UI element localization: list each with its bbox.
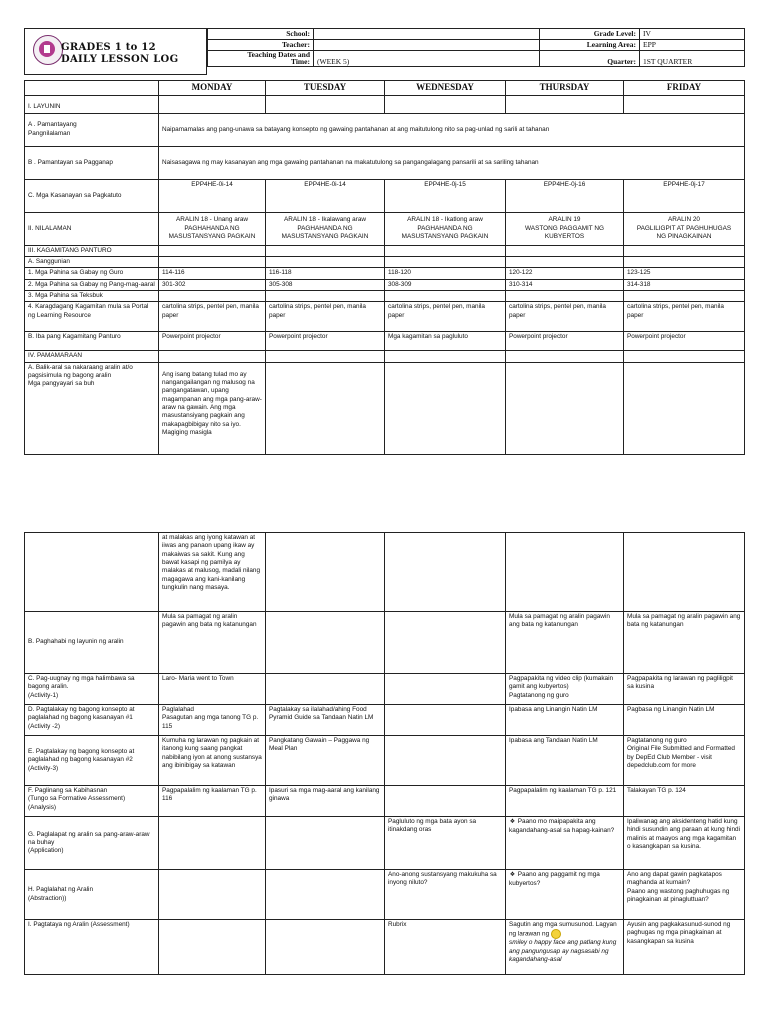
gabay-guro-friday: 123-125 [624, 268, 745, 279]
day-thursday: THURSDAY [506, 81, 624, 96]
day-friday: FRIDAY [624, 81, 745, 96]
pag-uugnay-label: C. Pag-uugnay ng mga halimbawa sa bagong aralin. (Activity-1) [25, 674, 159, 705]
paglalahat-thursday: ❖ Paano ang paggamit ng mga kubyertos? [506, 870, 624, 920]
gabay-guro-wednesday: 118-120 [385, 268, 506, 279]
iba-pang-kagamitan-monday: Powerpoint projector [159, 332, 266, 351]
pagtalakay-1-tuesday: Pagtalakay sa ilalahad/ahing Food Pyramid Guide sa Tandaan Natin LM [266, 705, 385, 736]
paglinang-tuesday: Ipasuri sa mga mag-aaral ang kanilang ginawa [266, 786, 385, 817]
pagtataya-wednesday: Rubrix [385, 920, 506, 975]
learning-resource-wednesday: cartolina strips, pentel pen, manila paper [385, 302, 506, 332]
paglinang-thursday: Pagpapalalim ng kaalaman TG p. 121 [506, 786, 624, 817]
pag-uugnay-monday: Laro- Maria went to Town [159, 674, 266, 705]
balik-aral-label: A. Balik-aral sa nakaraang aralin at/o pagsisimula ng bagong aralin Mga pangyayari sa buh [25, 362, 159, 454]
gabay-mag-aaral-label: 2. Mga Pahina sa Gabay ng Pang-mag-aaral [25, 279, 159, 290]
grade-level-label: Grade Level: [540, 29, 640, 40]
day-tuesday: TUESDAY [266, 81, 385, 96]
logo-title-line2: DAILY LESSON LOG [61, 54, 179, 65]
school-label: School: [208, 29, 314, 40]
pagtalakay-1-friday: Pagbasa ng Linangin Natin LM [624, 705, 745, 736]
gabay-mag-aaral-wednesday: 308-309 [385, 279, 506, 290]
kasanayan-friday: EPP4HE-0j-17 [624, 179, 745, 212]
paghahabi-friday: Mula sa pamagat ng aralin pagawin ang bata ng katanungan [624, 612, 745, 674]
dates-label: Teaching Dates and Time: [208, 50, 314, 67]
paglalapat-label: G. Paglalapat ng aralin sa pang-araw-araw na buhay (Application) [25, 817, 159, 870]
gabay-guro-monday: 114-116 [159, 268, 266, 279]
paglalapat-wednesday: Pagluluto ng mga bata ayon sa itinakdang oras [385, 817, 506, 870]
pamantayan-sa-pagganap-label: B . Pamantayan sa Pagganap [25, 146, 159, 179]
header-info-table [207, 28, 745, 67]
balik-aral-monday: Ang isang batang tulad mo ay nangangailangan ng malusog na pangangatawan, upang magampanan ang mga pang-araw-araw na gawain. Ang mga masustansiyang pagkain ang makapagbibigay nito sa iyo. Magiging masigla [159, 362, 266, 454]
logo-title-line1: GRADES 1 to 12 [61, 42, 156, 53]
pagtalakay-1-label: D. Pagtalakay ng bagong konsepto at paglalahad ng bagong kasanayan #1 (Activity -2) [25, 705, 159, 736]
learning-area-label: Learning Area: [540, 39, 640, 50]
learning-resource-friday: cartolina strips, pentel pen, manila paper [624, 302, 745, 332]
lesson-table-part1 [24, 80, 745, 455]
quarter-label: Quarter: [540, 50, 640, 67]
section-kagamitang-panturo: III. KAGAMITANG PANTURO [25, 245, 159, 256]
nilalaman-tuesday: ARALIN 18 - Ikalawang araw PAGHAHANDA NG MASUSTANSYANG PAGKAIN [266, 212, 385, 245]
teacher-value [314, 39, 540, 50]
gabay-guro-thursday: 120-122 [506, 268, 624, 279]
pagtalakay-1-monday: Paglalahad Pasagutan ang mga tanong TG p. 115 [159, 705, 266, 736]
learning-resource-monday: cartolina strips, pentel pen, manila paper [159, 302, 266, 332]
iba-pang-kagamitan-thursday: Powerpoint projector [506, 332, 624, 351]
pagtalakay-2-thursday: Ipabasa ang Tandaan Natin LM [506, 736, 624, 786]
gabay-guro-tuesday: 116-118 [266, 268, 385, 279]
gabay-mag-aaral-thursday: 310-314 [506, 279, 624, 290]
paglinang-label: F. Paglinang sa Kabihasnan (Tungo sa Formative Assessment) (Analysis) [25, 786, 159, 817]
nilalaman-thursday: ARALIN 19 WASTONG PAGGAMIT NG KUBYERTOS [506, 212, 624, 245]
smiley-face-icon [551, 929, 561, 939]
kasanayan-wednesday: EPP4HE-0j-15 [385, 179, 506, 212]
pamantayang-pangnilalaman-label: A . Pamantayang Pangnilalaman [25, 113, 159, 146]
day-wednesday: WEDNESDAY [385, 81, 506, 96]
iba-pang-kagamitan-label: B. Iba pang Kagamitang Panturo [25, 332, 159, 351]
pagtalakay-2-tuesday: Pangkatang Gawain – Paggawa ng Meal Plan [266, 736, 385, 786]
nilalaman-label: II. NILALAMAN [25, 212, 159, 245]
paglalahat-label: H. Paglalahat ng Aralin (Abstraction)) [25, 870, 159, 920]
gabay-mag-aaral-friday: 314-318 [624, 279, 745, 290]
school-value [314, 29, 540, 40]
pamantayan-sa-pagganap-text: Naisasagawa ng may kasanayan ang mga gawaing pantahanan na makatutulong sa pangangalagang pansarili at sa sariling tahanan [159, 146, 745, 179]
iba-pang-kagamitan-wednesday: Mga kagamitan sa pagluluto [385, 332, 506, 351]
learning-area-value: EPP [640, 39, 745, 50]
log-header [24, 28, 744, 76]
kasanayan-label: C. Mga Kasanayan sa Pagkatuto [25, 179, 159, 212]
teksbuk-label: 3. Mga Pahina sa Teksbuk [25, 291, 159, 302]
logo-box [24, 28, 207, 75]
kasanayan-thursday: EPP4HE-0j-16 [506, 179, 624, 212]
bullet-icon: ❖ [509, 872, 516, 878]
paghahabi-label: B. Paghahabi ng layunin ng aralin [25, 612, 159, 674]
paghahabi-thursday: Mula sa pamagat ng aralin pagawin ang bata ng katanungan [506, 612, 624, 674]
paglalapat-thursday: ❖ Paano mo maipapakita ang kagandahang-asal sa hapag-kainan? [506, 817, 624, 870]
pagtalakay-2-monday: Kumuha ng larawan ng pagkain at itanong kung saang pangkat nabibilang iyon at anong sustansya ang ibinibigay sa katawan [159, 736, 266, 786]
kasanayan-monday: EPP4HE-0i-14 [159, 179, 266, 212]
learning-resource-thursday: cartolina strips, pentel pen, manila paper [506, 302, 624, 332]
paglalapat-friday: Ipaliwanag ang aksidenteng hatid kung hindi susundin ang paraan at kung hindi malinis at maayos ang mga kagamitan o kasangkapan sa kusina. [624, 817, 745, 870]
teacher-label: Teacher: [208, 39, 314, 50]
iba-pang-kagamitan-tuesday: Powerpoint projector [266, 332, 385, 351]
pagtalakay-2-label: E. Pagtalakay ng bagong konsepto at paglalahad ng bagong kasanayan #2 (Activity-3) [25, 736, 159, 786]
nilalaman-monday: ARALIN 18 - Unang araw PAGHAHANDA NG MASUSTANSYANG PAGKAIN [159, 212, 266, 245]
deped-seal-icon [33, 35, 63, 65]
lesson-table-part2 [24, 532, 745, 975]
quarter-value: 1ST QUARTER [640, 50, 745, 67]
nilalaman-friday: ARALIN 20 PAGLILIGPIT AT PAGHUHUGAS NG PINAGKAINAN [624, 212, 745, 245]
pamantayang-pangnilalaman-text: Naipamamalas ang pang-unawa sa batayang konsepto ng gawaing pantahanan at ang maitutulong nito sa pag-unlad ng sarili at tahanan [159, 113, 745, 146]
section-pamamaraan: IV. PAMAMARAAN [25, 351, 159, 362]
paghahabi-monday: Mula sa pamagat ng aralin pagawin ang bata ng katanungan [159, 612, 266, 674]
learning-resource-tuesday: cartolina strips, pentel pen, manila paper [266, 302, 385, 332]
gabay-mag-aaral-tuesday: 305-308 [266, 279, 385, 290]
paglalahat-wednesday: Ano-anong sustansyang makukuha sa inyong niluto? [385, 870, 506, 920]
day-monday: MONDAY [159, 81, 266, 96]
kasanayan-tuesday: EPP4HE-0i-14 [266, 179, 385, 212]
iba-pang-kagamitan-friday: Powerpoint projector [624, 332, 745, 351]
grade-level-value: IV [640, 29, 745, 40]
pagtataya-label: I. Pagtataya ng Aralin (Assessment) [25, 920, 159, 975]
gabay-guro-label: 1. Mga Pahina sa Gabay ng Guro [25, 268, 159, 279]
section-layunin: I. LAYUNIN [25, 95, 159, 113]
paglalahat-friday: Ano ang dapat gawin pagkatapos maghanda at kumain? Paano ang wastong paghuhugas ng pinagkainan at pinagluttuan? [624, 870, 745, 920]
nilalaman-wednesday: ARALIN 18 - Ikatlong araw PAGHAHANDA NG MASUSTANSYANG PAGKAIN [385, 212, 506, 245]
bullet-icon: ❖ [509, 819, 516, 825]
sanggunian-label: A. Sanggunian [25, 257, 159, 268]
pagtalakay-2-friday: Pagtatanong ng guro Original File Submitted and Formatted by DepEd Club Member - visit depedclub.com for more [624, 736, 745, 786]
gabay-mag-aaral-monday: 301-302 [159, 279, 266, 290]
pagtataya-friday: Ayusin ang pagkakasunud-sunod ng paghugas ng mga pinagkainan at kasangkapan sa kusina [624, 920, 745, 975]
paglinang-friday: Talakayan TG p. 124 [624, 786, 745, 817]
pag-uugnay-thursday: Pagpapakita ng video clip (kumakain gamit ang kubyertos) Pagtatanong ng guro [506, 674, 624, 705]
learning-resource-label: 4. Karagdagang Kagamitan mula sa Portal ng Learning Resource [25, 302, 159, 332]
pagtataya-thursday: Sagutin ang mga sumusunod. Lagyan ng larawan ng smiley o happy face ang patlang kung ang pangungusap ay nagsasabi ng kagandahang-asal [506, 920, 624, 975]
pagtalakay-1-thursday: Ipabasa ang Linangin Natin LM [506, 705, 624, 736]
balik-aral-monday-continued: at malakas ang iyong katawan at iiwas ang panaon upang ikaw ay makaiwas sa sakit. Kung ang bawat kasapi ng pamilya ay malakas at malusog, madali nilang magagawa ang kani-kanilang tungkulin nang masaya. [159, 533, 266, 612]
pag-uugnay-friday: Pagpapakita ng larawan ng pagliligpit sa kusina [624, 674, 745, 705]
dates-value: (WEEK 5) [314, 50, 540, 67]
paglinang-monday: Pagpapalalim ng kaalaman TG p. 116 [159, 786, 266, 817]
